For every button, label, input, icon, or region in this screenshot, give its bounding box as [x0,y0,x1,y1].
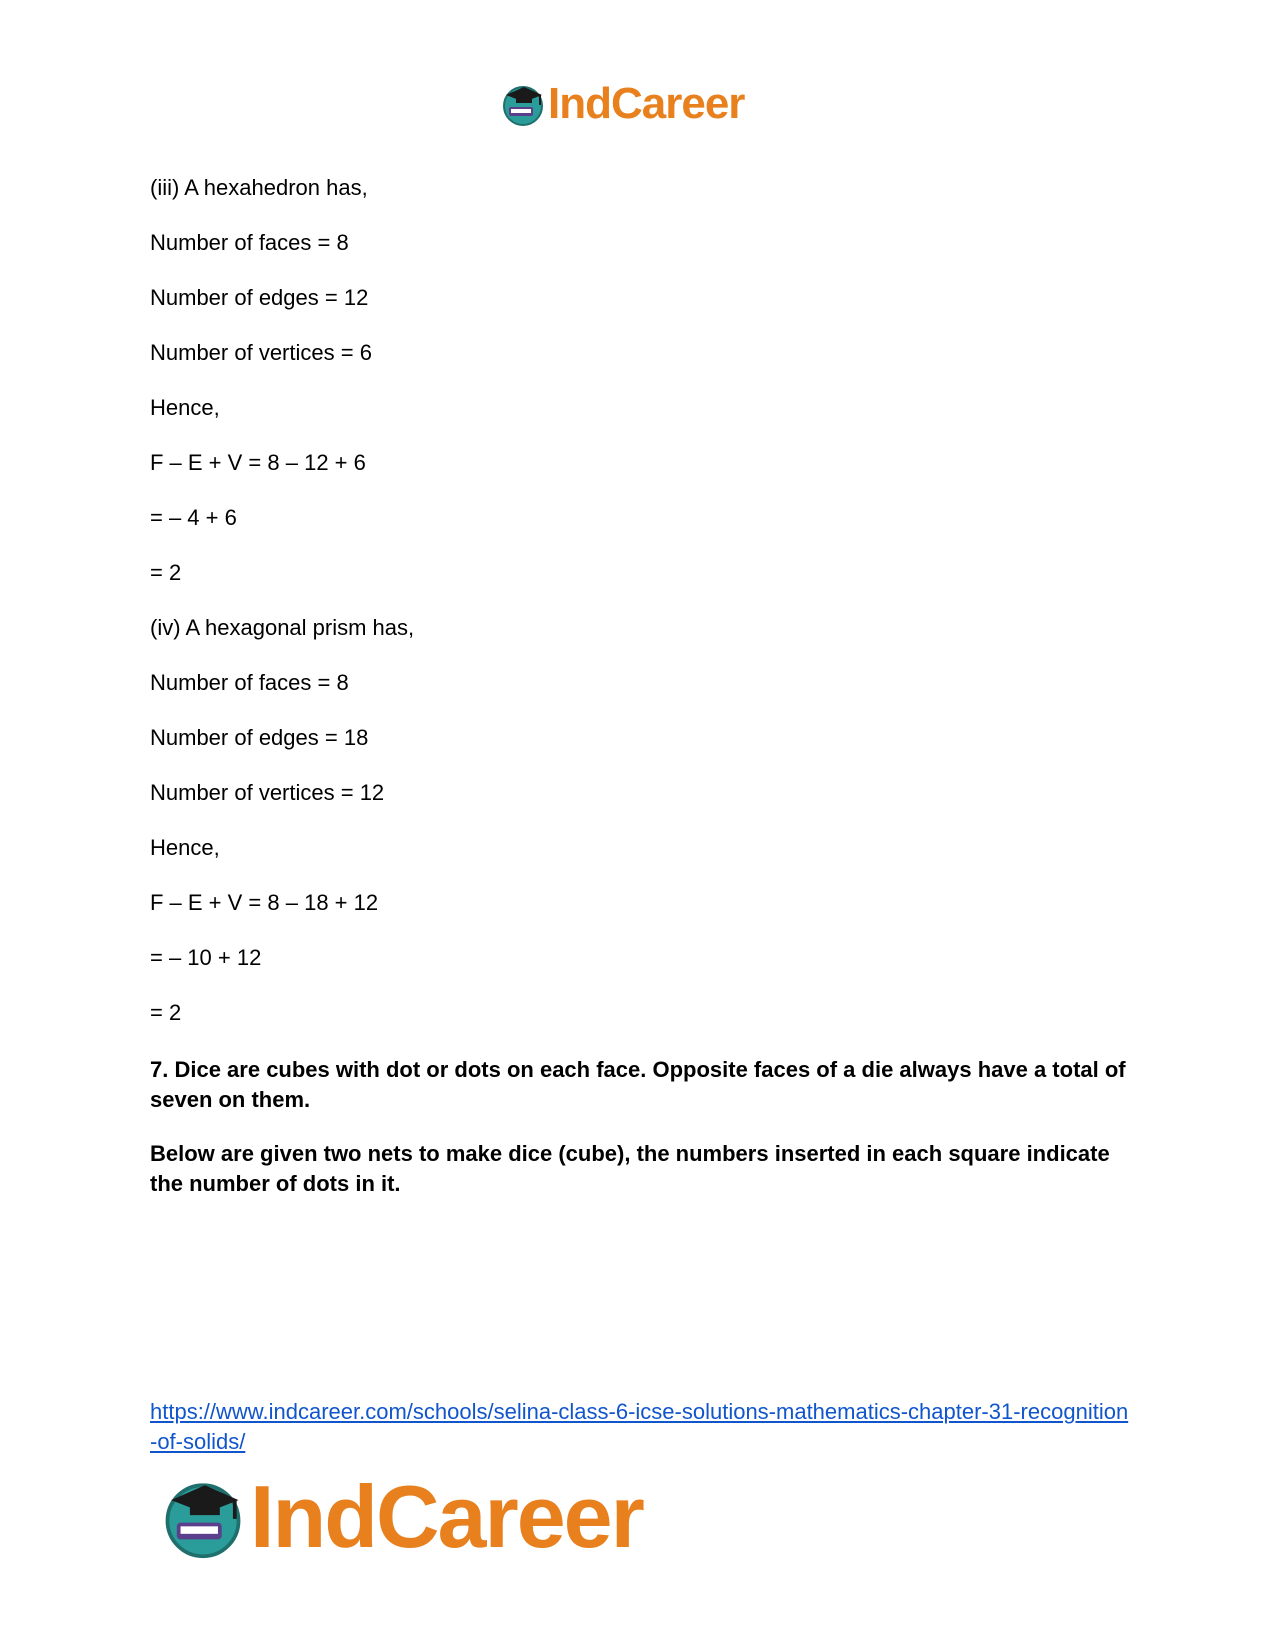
logo-wordmark: IndCareer [548,79,745,128]
text-line: Number of vertices = 12 [150,780,385,805]
text-line: Number of faces = 8 [150,230,349,255]
text-line: (iii) A hexahedron has, [150,175,368,200]
text-line: Number of edges = 18 [150,725,369,750]
header-logo [500,80,744,128]
text-line: = – 4 + 6 [150,505,237,530]
question-7: 7. Dice are cubes with dot or dots on each face. Opposite faces of a die always have a total of seven on them. [150,1057,1126,1112]
text-line: Hence, [150,395,220,420]
text-line: Number of edges = 12 [150,285,369,310]
document-body [150,175,1130,1223]
text-line: F – E + V = 8 – 12 + 6 [150,450,366,475]
text-line: Number of vertices = 6 [150,340,372,365]
text-line: (iv) A hexagonal prism has, [150,615,415,640]
text-line: Hence, [150,835,220,860]
text-line: F – E + V = 8 – 18 + 12 [150,890,379,915]
graduation-globe-icon [160,1474,246,1560]
text-line: = 2 [150,1000,182,1025]
text-line: = 2 [150,560,182,585]
logo-wordmark: IndCareer [250,1467,643,1566]
text-line: Number of faces = 8 [150,670,349,695]
text-line: = – 10 + 12 [150,945,262,970]
question-7-note: Below are given two nets to make dice (cube), the numbers inserted in each square indicate the number of dots in it. [150,1141,1110,1196]
source-link[interactable]: https://www.indcareer.com/schools/selina-class-6-icse-solutions-mathematics-chapter-31-recognition-of-solids/ [150,1399,1129,1454]
graduation-globe-icon [500,81,546,127]
footer-logo [160,1467,643,1566]
